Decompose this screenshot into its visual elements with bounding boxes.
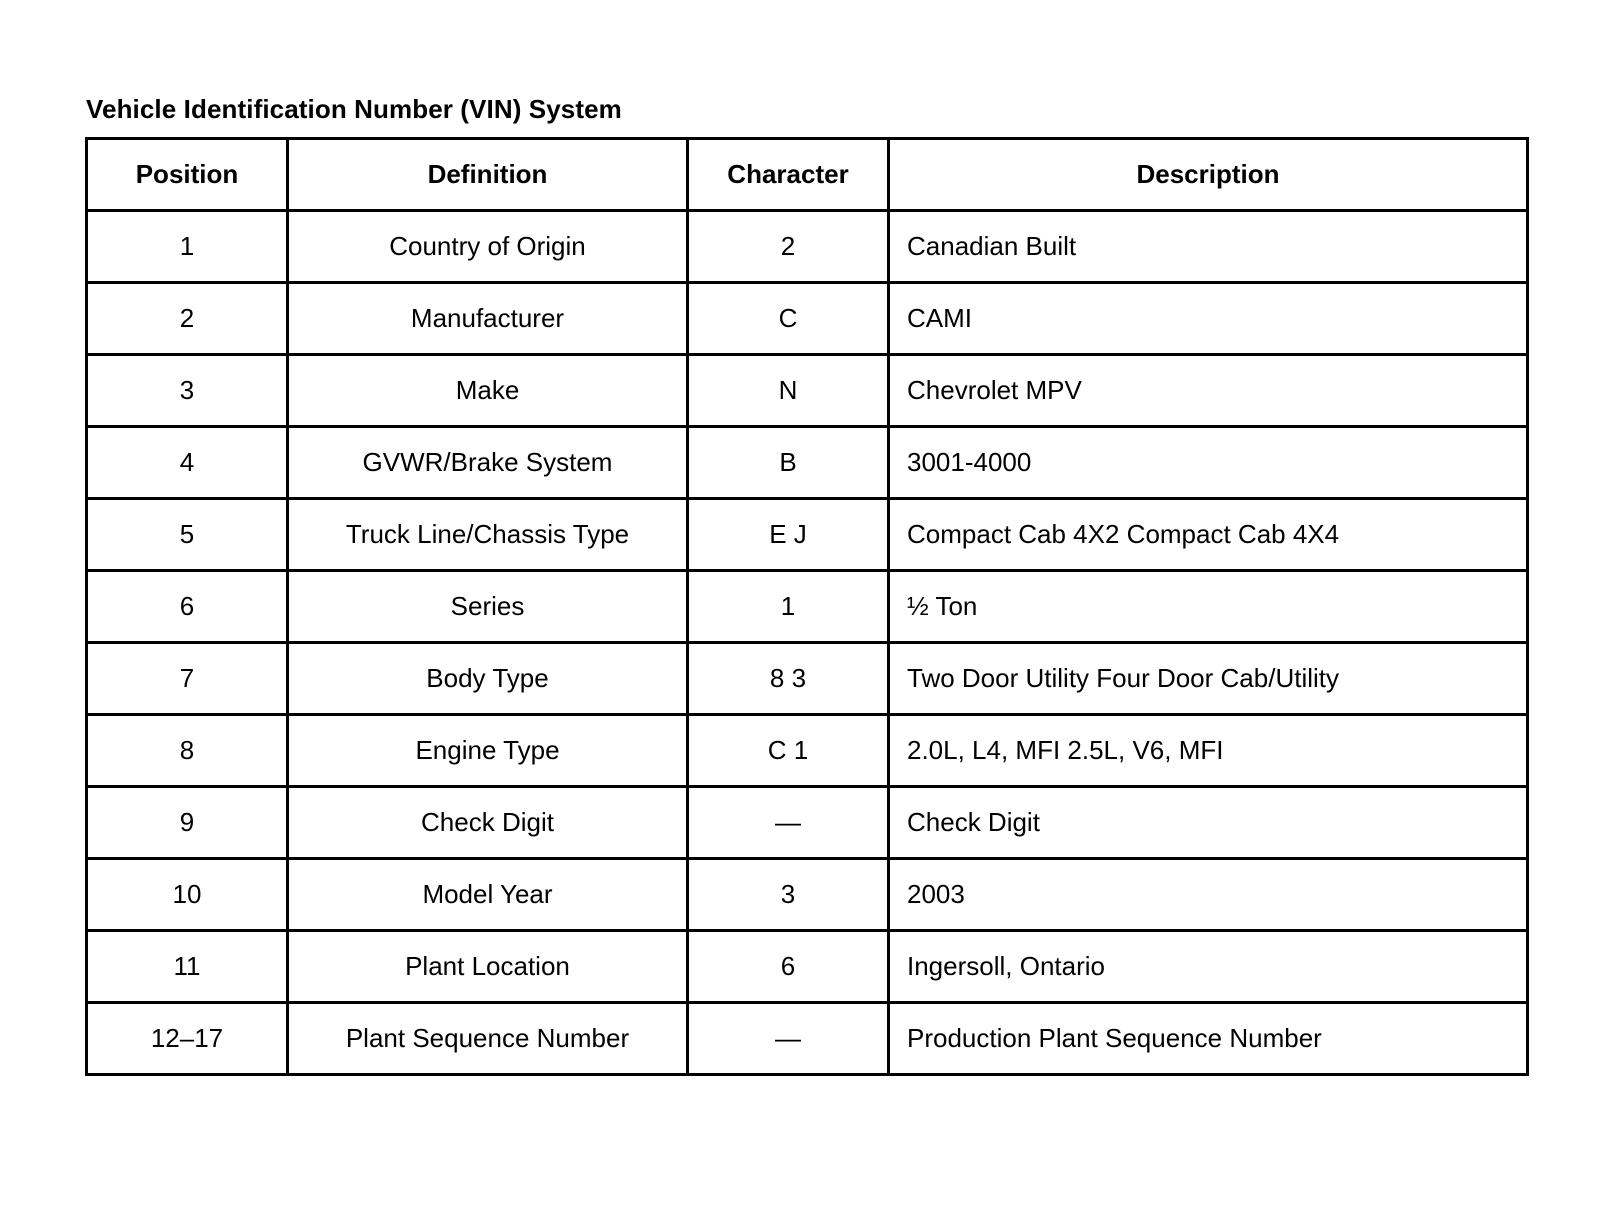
cell-character: E J	[688, 499, 889, 571]
cell-definition: Manufacturer	[288, 283, 688, 355]
cell-definition: Series	[288, 571, 688, 643]
table-row	[87, 931, 1528, 1003]
cell-character: C	[688, 283, 889, 355]
cell-description: Ingersoll, Ontario	[889, 931, 1528, 1003]
cell-position: 11	[87, 931, 288, 1003]
cell-description: 2003	[889, 859, 1528, 931]
cell-character: B	[688, 427, 889, 499]
cell-description: CAMI	[889, 283, 1528, 355]
table-row	[87, 787, 1528, 859]
cell-character: 3	[688, 859, 889, 931]
cell-character: 6	[688, 931, 889, 1003]
cell-description: Production Plant Sequence Number	[889, 1003, 1528, 1075]
cell-definition: Make	[288, 355, 688, 427]
table-row	[87, 499, 1528, 571]
table-row	[87, 427, 1528, 499]
table-row	[87, 859, 1528, 931]
cell-description: Check Digit	[889, 787, 1528, 859]
cell-position: 10	[87, 859, 288, 931]
cell-character: 1	[688, 571, 889, 643]
document-title: Vehicle Identification Number (VIN) System	[86, 94, 622, 124]
cell-character: N	[688, 355, 889, 427]
cell-description: Canadian Built	[889, 211, 1528, 283]
header-row	[87, 139, 1528, 211]
cell-position: 5	[87, 499, 288, 571]
cell-position: 12–17	[87, 1003, 288, 1075]
cell-definition: Body Type	[288, 643, 688, 715]
cell-definition: Plant Location	[288, 931, 688, 1003]
header-position: Position	[87, 139, 288, 211]
cell-position: 9	[87, 787, 288, 859]
cell-position: 1	[87, 211, 288, 283]
cell-description: Two Door Utility Four Door Cab/Utility	[889, 643, 1528, 715]
header-character: Character	[688, 139, 889, 211]
cell-definition: Check Digit	[288, 787, 688, 859]
cell-character: C 1	[688, 715, 889, 787]
table-row	[87, 355, 1528, 427]
header-definition: Definition	[288, 139, 688, 211]
cell-definition: Plant Sequence Number	[288, 1003, 688, 1075]
cell-description: Compact Cab 4X2 Compact Cab 4X4	[889, 499, 1528, 571]
vin-table	[85, 137, 1529, 1076]
cell-position: 6	[87, 571, 288, 643]
cell-definition: Truck Line/Chassis Type	[288, 499, 688, 571]
cell-character: 8 3	[688, 643, 889, 715]
cell-description: 2.0L, L4, MFI 2.5L, V6, MFI	[889, 715, 1528, 787]
cell-description: Chevrolet MPV	[889, 355, 1528, 427]
table-row	[87, 211, 1528, 283]
table-header	[87, 139, 1528, 211]
table-row	[87, 1003, 1528, 1075]
table-body	[87, 211, 1528, 1075]
table-row	[87, 715, 1528, 787]
cell-position: 2	[87, 283, 288, 355]
table-row	[87, 571, 1528, 643]
header-description: Description	[889, 139, 1528, 211]
cell-definition: Model Year	[288, 859, 688, 931]
table-row	[87, 283, 1528, 355]
cell-position: 8	[87, 715, 288, 787]
cell-position: 3	[87, 355, 288, 427]
cell-definition: Country of Origin	[288, 211, 688, 283]
cell-position: 4	[87, 427, 288, 499]
cell-description: 3001-4000	[889, 427, 1528, 499]
cell-description: ½ Ton	[889, 571, 1528, 643]
cell-character: —	[688, 787, 889, 859]
cell-definition: Engine Type	[288, 715, 688, 787]
cell-character: 2	[688, 211, 889, 283]
cell-character: —	[688, 1003, 889, 1075]
cell-position: 7	[87, 643, 288, 715]
cell-definition: GVWR/Brake System	[288, 427, 688, 499]
table-row	[87, 643, 1528, 715]
